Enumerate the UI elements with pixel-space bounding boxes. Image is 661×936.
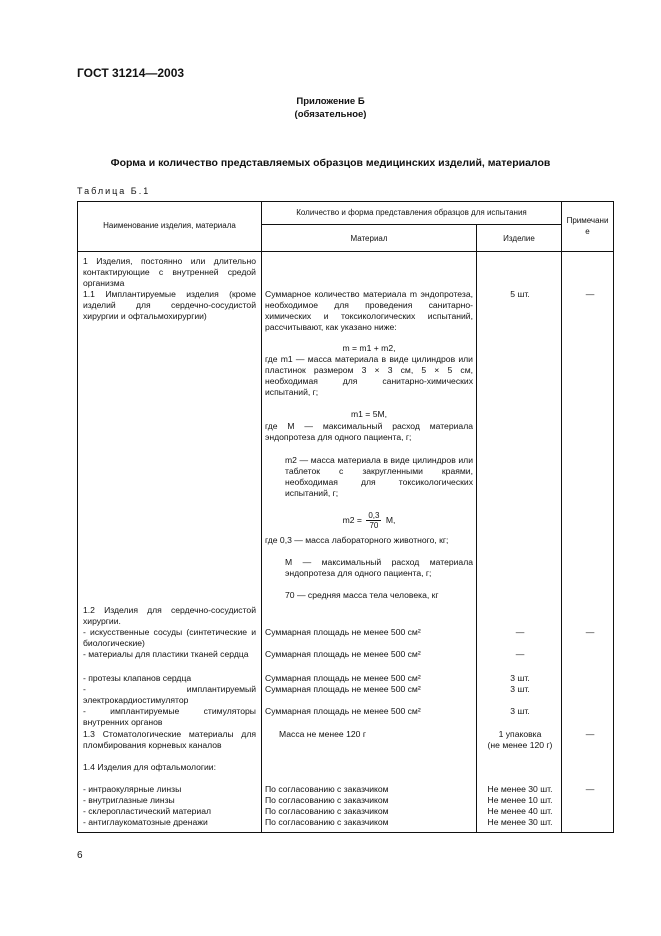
- fraction: [366, 511, 381, 530]
- where-M-2: M — максимальный расход материала эндопротеза для одного пациента, г;: [285, 557, 473, 578]
- formula-m2-left: m2 =: [342, 514, 362, 525]
- header-material: Материал: [350, 234, 388, 243]
- formula-m2-right: M,: [385, 514, 396, 525]
- header-note: Примечание: [566, 216, 609, 236]
- row-1-2-note: —: [585, 627, 595, 637]
- row-1-2-a: - искусственные сосуды (синтетические и биологические): [83, 627, 256, 648]
- page-number: 6: [77, 850, 83, 861]
- row-1-1-note: —: [585, 289, 595, 299]
- row-1-2-a-item: —: [515, 627, 525, 637]
- row-1-3-material: Масса не менее 120 г: [279, 729, 366, 739]
- row-1-2-e: - имплантируемые стимуляторы внутренних органов: [83, 706, 256, 727]
- formula-m1: m1 = 5M,: [350, 409, 388, 419]
- formula-m: m = m1 + m2,: [342, 343, 396, 353]
- appendix-title: Приложение Б: [296, 96, 365, 107]
- header-group: Количество и форма представления образцов для испытания: [296, 208, 527, 217]
- row-1-2-c: - протезы клапанов сердца: [83, 673, 192, 683]
- row-1-4-c-item: Не менее 40 шт.: [487, 806, 553, 816]
- row-1-4-title: 1.4 Изделия для офтальмологии:: [83, 762, 216, 772]
- row-1-4-d: - антиглаукоматозные дренажи: [83, 817, 208, 827]
- row-1-2-a-material: Суммарная площадь не менее 500 см²: [265, 627, 421, 637]
- row-1-3-item-2: (не менее 120 г): [487, 740, 553, 750]
- row-1-3-note: —: [585, 729, 595, 739]
- formula-m2: [265, 511, 473, 530]
- row-1-2-d-material: Суммарная площадь не менее 500 см²: [265, 684, 421, 694]
- fraction-numerator: 0,3: [368, 511, 380, 520]
- row-1-4-c: - склеропластический материал: [83, 806, 212, 816]
- row-1-1-item: 5 шт.: [510, 289, 530, 299]
- row-1-4-a-material: По согласованию с заказчиком: [265, 784, 389, 794]
- where-M: где M — максимальный расход материала эндопротеза для одного пациента, г;: [265, 421, 473, 442]
- row-1-2-title: 1.2 Изделия для сердечно-сосудистой хирургии.: [83, 605, 256, 626]
- fraction-denominator: 70: [369, 521, 379, 530]
- document-title: Форма и количество представляемых образцов медицинских изделий, материалов: [110, 157, 551, 169]
- row-1-2-c-item: 3 шт.: [510, 673, 530, 683]
- row-1-4-b: - внутриглазные линзы: [83, 795, 175, 805]
- row-1-2-d-item: 3 шт.: [510, 684, 530, 694]
- where-70: 70 — средняя масса тела человека, кг: [285, 590, 439, 600]
- row-1-2-b: - материалы для пластики тканей сердца: [83, 649, 249, 659]
- row-1-4-b-material: По согласованию с заказчиком: [265, 795, 389, 805]
- row-1-4-d-item: Не менее 30 шт.: [487, 817, 553, 827]
- row-1-title: 1 Изделия, постоянно или длительно контактирующие с внутренней средой организма: [83, 256, 256, 288]
- header-item: Изделие: [503, 234, 535, 243]
- document-code: ГОСТ 31214—2003: [77, 66, 185, 80]
- row-1-4-b-item: Не менее 10 шт.: [487, 795, 553, 805]
- row-1-2-b-item: —: [515, 649, 525, 659]
- row-1-1-material-intro: Суммарное количество материала m эндопротеза, необходимое для проведения санитарно-химических и токсикологических испытаний, рассчитывают, как указано ниже:: [265, 289, 473, 332]
- row-1-4-note: —: [585, 784, 595, 794]
- header-name: Наименование изделия, материала: [103, 221, 236, 230]
- row-1-4-a: - интраокулярные линзы: [83, 784, 182, 794]
- row-1-4-a-item: Не менее 30 шт.: [487, 784, 553, 794]
- table-caption: Таблица Б.1: [77, 186, 151, 196]
- row-1-3-title: 1.3 Стоматологические материалы для пломбирования корневых каналов: [83, 729, 256, 750]
- row-1-2-b-material: Суммарная площадь не менее 500 см²: [265, 649, 421, 659]
- row-1-1-title: 1.1 Имплантируемые изделия (кроме изделий для сердечно-сосудистой хирургии и офтальмохирургии): [83, 289, 256, 321]
- row-1-4-c-material: По согласованию с заказчиком: [265, 806, 389, 816]
- where-m2: m2 — масса материала в виде цилиндров или таблеток с закругленными краями, необходимая для токсикологических испытаний, г;: [285, 455, 473, 498]
- row-1-2-e-material: Суммарная площадь не менее 500 см²: [265, 706, 421, 716]
- row-1-3-item-1: 1 упаковка: [498, 729, 542, 739]
- row-1-2-d: - имплантируемый электрокардиостимулятор: [83, 684, 256, 705]
- row-1-4-d-material: По согласованию с заказчиком: [265, 817, 389, 827]
- appendix-status: (обязательное): [294, 109, 367, 120]
- row-1-2-e-item: 3 шт.: [510, 706, 530, 716]
- where-m1: где m1 — масса материала в виде цилиндров или пластинок размером 3 × 3 см, 5 × 5 см, необходимая для санитарно-химических испытаний, г;: [265, 354, 473, 397]
- where-0-3: где 0,3 — масса лабораторного животного, кг;: [265, 535, 449, 545]
- row-1-2-c-material: Суммарная площадь не менее 500 см²: [265, 673, 421, 683]
